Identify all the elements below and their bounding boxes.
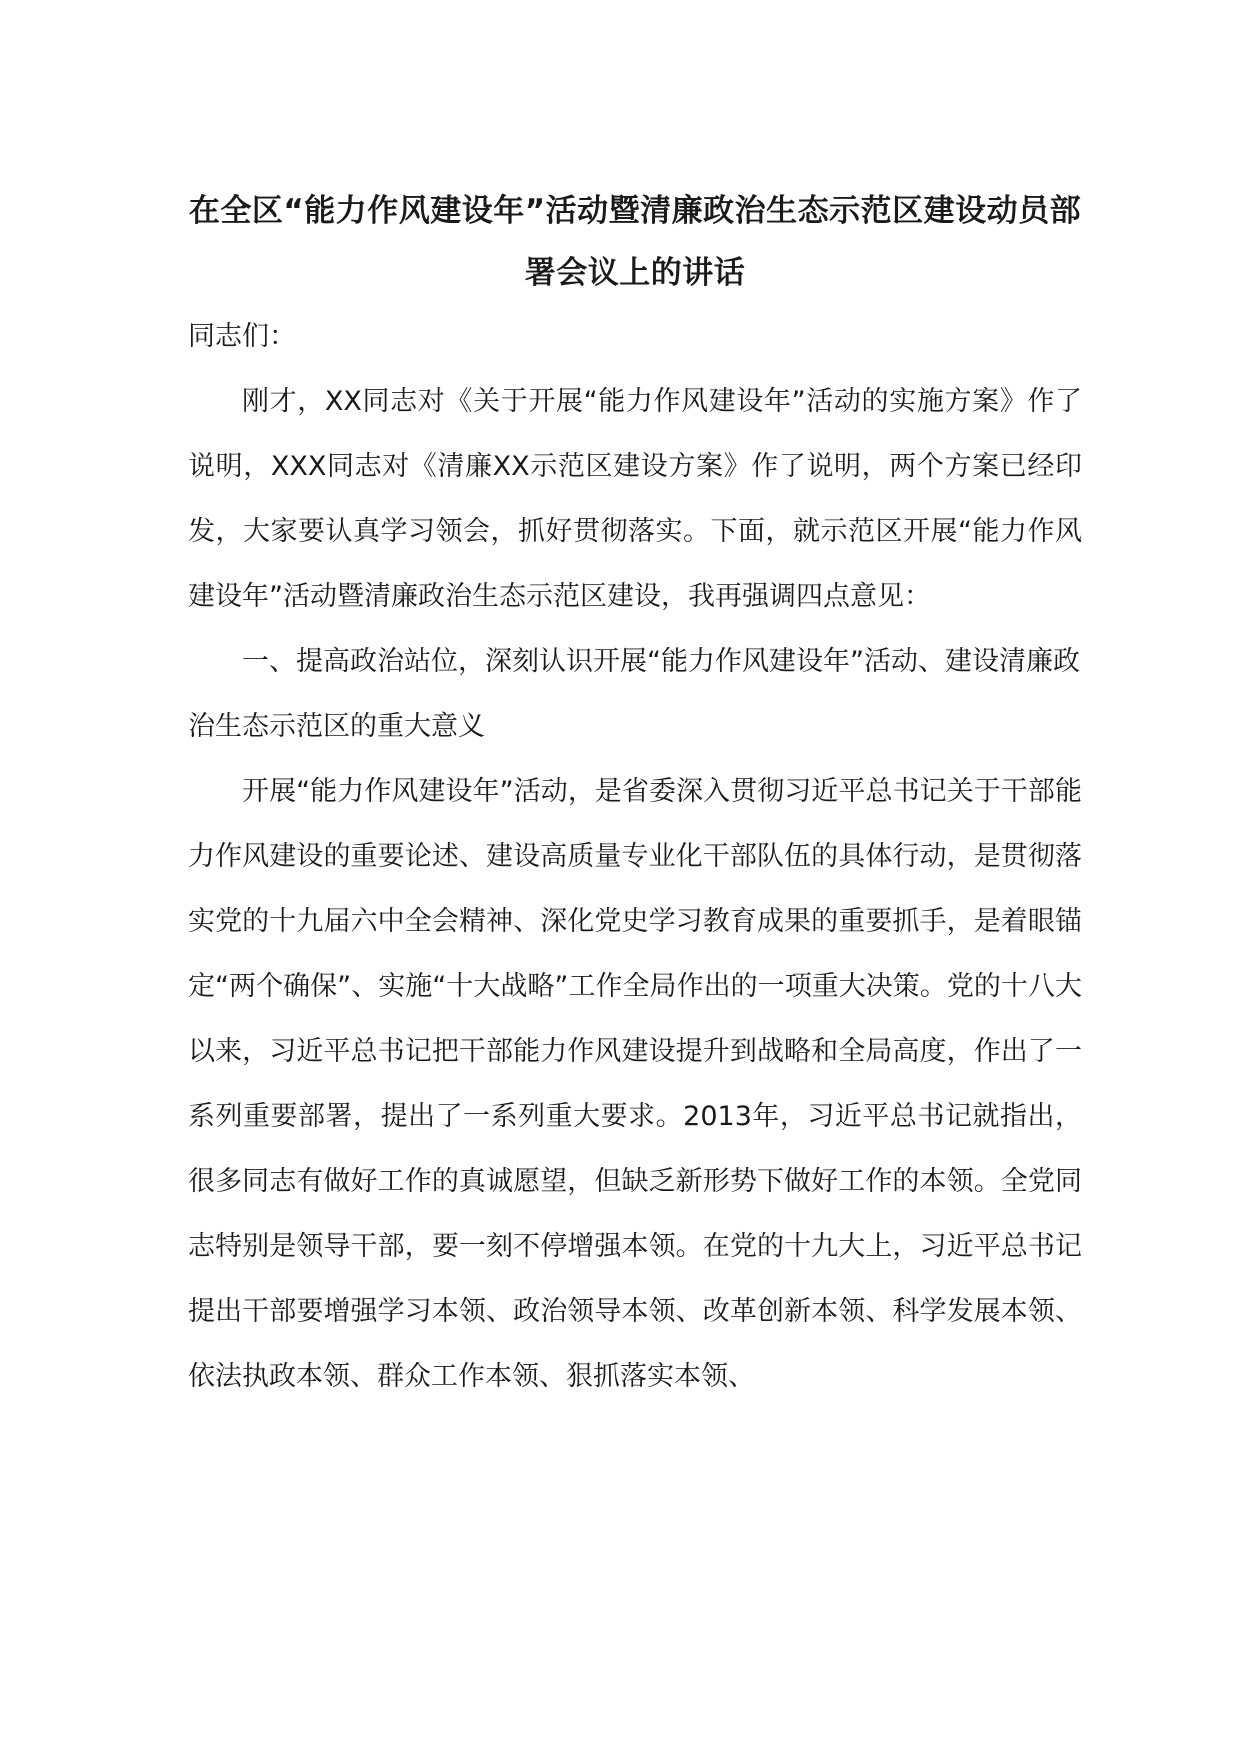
opening-paragraph: 刚才，XX同志对《关于开展“能力作风建设年”活动的实施方案》作了说明，XXX同志对《清廉XX示范区建设方案》作了说明，两个方案已经印发，大家要认真学习领会，抓好贯彻落实。下面，就示范区开展“能力作风建设年”活动暨清廉政治生态示范区建设，我再强调四点意见： bbox=[188, 386, 1082, 612]
section-heading-1: 一、提高政治站位，深刻认识开展“能力作风建设年”活动、建设清廉政治生态示范区的重大意义 bbox=[188, 646, 1080, 742]
document-body bbox=[188, 180, 1082, 1409]
section-1-body: 开展“能力作风建设年”活动，是省委深入贯彻习近平总书记关于干部能力作风建设的重要论述、建设高质量专业化干部队伍的具体行动，是贯彻落实党的十九届六中全会精神、深化党史学习教育成果的重要抓手，是着眼锚定“两个确保”、实施“十大战略”工作全局作出的一项重大决策。党的十八大以来，习近平总书记把干部能力作风建设提升到战略和全局高度，作出了一系列重要部署，提出了一系列重大要求。2013年，习近平总书记就指出，很多同志有做好工作的真诚愿望，但缺乏新形势下做好工作的本领。全党同志特别是领导干部，要一刻不停增强本领。在党的十九大上，习近平总书记提出干部要增强学习本领、政治领导本领、改革创新本领、科学发展本领、依法执政本领、群众工作本领、狠抓落实本领、 bbox=[188, 776, 1082, 1392]
salutation: 同志们： bbox=[188, 321, 296, 352]
document-title: 在全区“能力作风建设年”活动暨清廉政治生态示范区建设动员部署会议上的讲话 bbox=[188, 193, 1082, 291]
